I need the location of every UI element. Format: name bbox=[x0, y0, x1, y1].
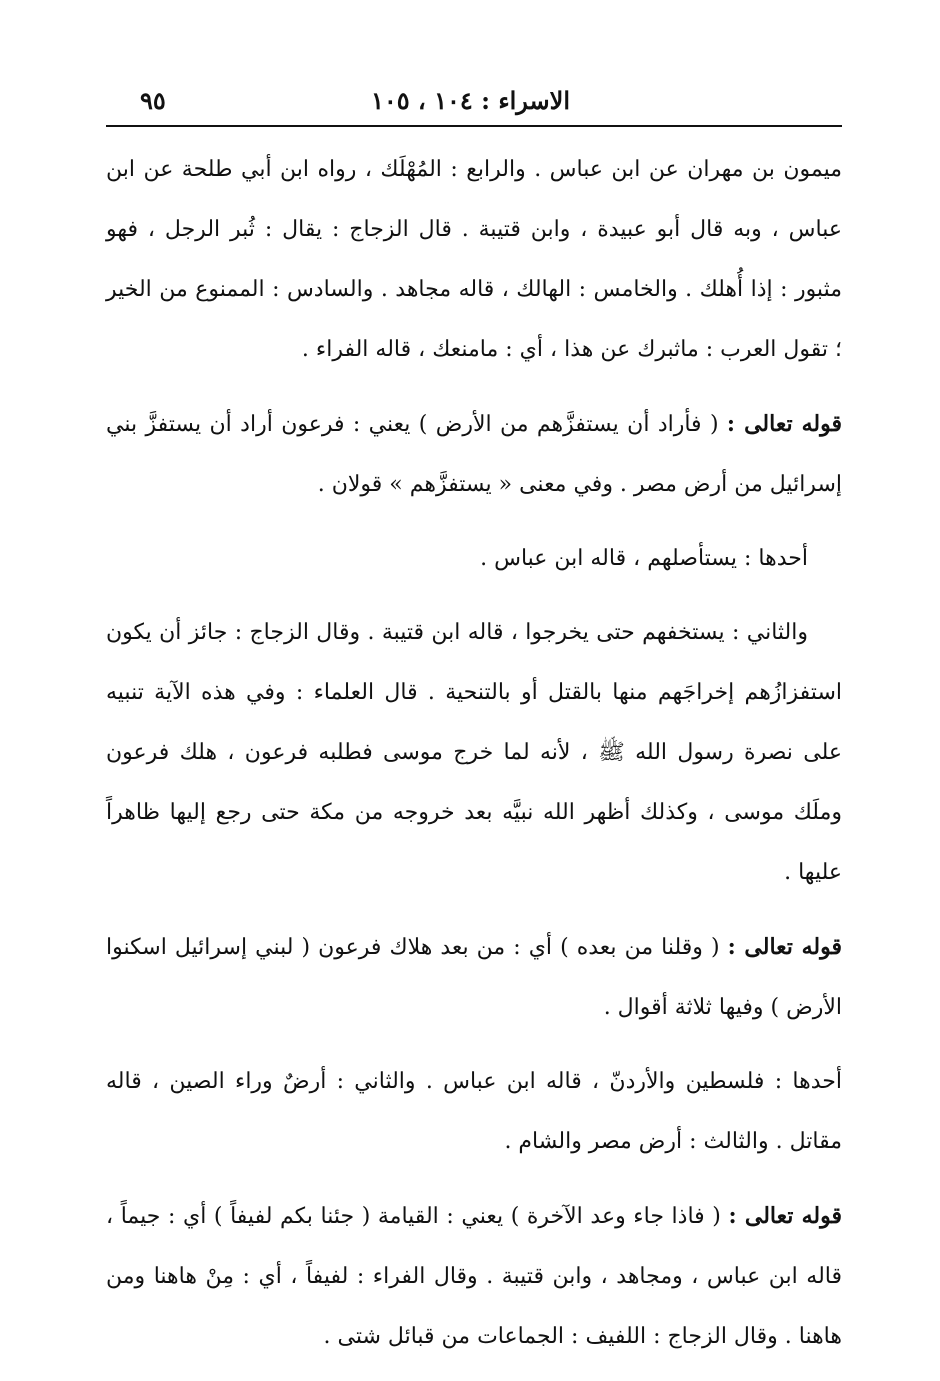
paragraph-text: ( فاذا جاء وعد الآخرة ) يعني : القيامة ( جئنا بكم لفيفاً ) أي : جيماً ، قاله ابن عباس ، ومجاهد ، وابن قتيبة . وقال الفراء : لفيفاً ، أي : مِنْ هاهنا ومن هاهنا . وقال الزجاج : اللفيف : الجماعات من قبائل شتى . bbox=[106, 1204, 842, 1349]
paragraph-5 bbox=[106, 917, 842, 1038]
paragraph-7 bbox=[106, 1186, 842, 1367]
paragraph-lead: قوله تعالى : bbox=[726, 411, 842, 437]
paragraph-lead: قوله تعالى : bbox=[728, 1203, 842, 1229]
paragraph-text: والثاني : يستخفهم حتى يخرجوا ، قاله ابن قتيبة . وقال الزجاج : جائز أن يكون استفزازُهم إخراجَهم منها بالقتل أو بالتنحية . قال العلماء : وفي هذه الآية تنبيه على نصرة رسول الله ﷺ ، لأنه لما خرج موسى فطلبه فرعون ، هلك فرعون وملَك موسى ، وكذلك أظهر الله نبيَّه بعد خروجه من مكة حتى رجع إليها ظاهراً عليها . bbox=[106, 620, 842, 885]
paragraph-text: ( فأراد أن يستفزَّهم من الأرض ) يعني : فرعون أراد أن يستفزَّ بني إسرائيل من أرض مصر . وفي معنى « يستفزَّهم » قولان . bbox=[106, 412, 842, 497]
paragraph-1 bbox=[106, 140, 842, 380]
paragraph-2 bbox=[106, 394, 842, 515]
header-rule bbox=[106, 125, 842, 127]
page-body bbox=[106, 140, 842, 1381]
running-title: الاسراء : ١٠٤ ، ١٠٥ bbox=[370, 86, 570, 115]
paragraph-text: أحدها : فلسطين والأردنّ ، قاله ابن عباس . والثاني : أرضٌ وراء الصين ، قاله مقاتل . والثالث : أرض مصر والشام . bbox=[106, 1069, 842, 1154]
paragraph-text: أحدها : يستأصلهم ، قاله ابن عباس . bbox=[480, 546, 808, 571]
page-number: ٩٥ bbox=[140, 86, 166, 115]
paragraph-4 bbox=[106, 603, 842, 903]
paragraph-6 bbox=[106, 1052, 842, 1172]
paragraph-lead: قوله تعالى : bbox=[727, 934, 842, 960]
paragraph-text: ( وقلنا من بعده ) أي : من بعد هلاك فرعون ( لبني إسرائيل اسكنوا الأرض ) وفيها ثلاثة أقوال . bbox=[106, 935, 842, 1020]
paragraph-3 bbox=[106, 529, 842, 589]
page-header bbox=[110, 82, 840, 122]
paragraph-text: ميمون بن مهران عن ابن عباس . والرابع : المُهْلَك ، رواه ابن أبي طلحة عن ابن عباس ، وبه قال أبو عبيدة ، وابن قتيبة . قال الزجاج : يقال : ثُبر الرجل ، فهو مثبور : إذا أُهلك . والخامس : الهالك ، قاله مجاهد . والسادس : الممنوع من الخير ؛ تقول العرب : ماثبرك عن هذا ، أي : مامنعك ، قاله الفراء . bbox=[106, 157, 843, 362]
